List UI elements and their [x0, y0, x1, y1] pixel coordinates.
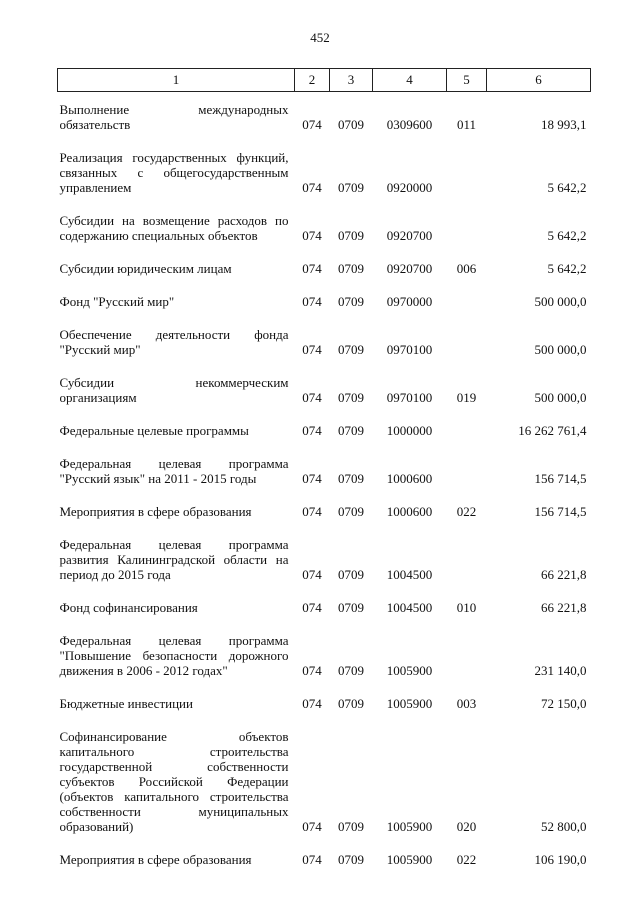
- table-row: [58, 504, 591, 519]
- row-spacer-cell: [58, 357, 591, 375]
- row-spacer: [58, 195, 591, 213]
- row-code-3: 0709: [338, 504, 364, 519]
- row-code-5: [447, 327, 487, 357]
- page-number: 452: [310, 30, 330, 45]
- row-spacer-cell: [58, 195, 591, 213]
- row-code-2: 074: [302, 342, 322, 357]
- row-spacer: [58, 438, 591, 456]
- row-code-5: 006: [456, 261, 477, 276]
- row-code-2: 074: [302, 261, 322, 276]
- row-name: Софинансирование объектов капитального строительства государственной собственности субъектов Российской Федерации (объектов капитального строительства собственности муниципальных образований): [59, 729, 289, 834]
- table-row: [58, 423, 591, 438]
- row-code-3: 0709: [338, 390, 364, 405]
- row-code-5: [447, 456, 487, 486]
- row-code-4: 0309600: [386, 117, 433, 132]
- row-amount: 18 993,1: [541, 117, 587, 132]
- row-code-4: 1000000: [386, 423, 433, 438]
- row-code-3: 0709: [338, 117, 364, 132]
- row-code-4: 0970100: [386, 342, 433, 357]
- row-code-5: 011: [456, 117, 477, 132]
- row-code-4: 0970000: [386, 294, 433, 309]
- row-name: Федеральная целевая программа "Русский язык" на 2011 - 2015 годы: [59, 456, 289, 486]
- row-spacer: [58, 405, 591, 423]
- table-row: [58, 696, 591, 711]
- row-amount: 52 800,0: [541, 819, 587, 834]
- row-amount: 72 150,0: [541, 696, 587, 711]
- row-code-5: 022: [456, 852, 477, 867]
- row-spacer-cell: [58, 582, 591, 600]
- row-name: Реализация государственных функций, связанных с общегосударственным управлением: [59, 150, 289, 195]
- row-code-3: 0709: [338, 852, 364, 867]
- row-name: Мероприятия в сфере образования: [59, 852, 252, 867]
- row-spacer: [58, 132, 591, 150]
- header-col-4: 4: [373, 69, 447, 92]
- row-code-3: 0709: [338, 696, 364, 711]
- table-row: [58, 852, 591, 867]
- row-code-4: 1005900: [386, 696, 433, 711]
- row-code-3: 0709: [338, 342, 364, 357]
- table-row: [58, 537, 591, 582]
- header-col-5: 5: [447, 69, 487, 92]
- row-name: Мероприятия в сфере образования: [59, 504, 252, 519]
- row-amount: 5 642,2: [547, 180, 587, 195]
- row-name: Субсидии некоммерческим организациям: [59, 375, 289, 405]
- row-name: Фонд софинансирования: [59, 600, 198, 615]
- row-code-5: 019: [456, 390, 477, 405]
- row-spacer: [58, 486, 591, 504]
- row-amount: 66 221,8: [541, 600, 587, 615]
- row-spacer-cell: [58, 519, 591, 537]
- row-code-2: 074: [302, 819, 322, 834]
- row-code-2: 074: [302, 567, 322, 582]
- row-amount: 5 642,2: [547, 261, 587, 276]
- row-name: Субсидии на возмещение расходов по содержанию специальных объектов: [59, 213, 289, 243]
- table-row: [58, 600, 591, 615]
- row-code-2: 074: [302, 228, 322, 243]
- row-code-2: 074: [302, 696, 322, 711]
- row-code-5: 003: [456, 696, 477, 711]
- row-code-3: 0709: [338, 228, 364, 243]
- row-code-4: 0920700: [386, 228, 433, 243]
- row-amount: 500 000,0: [534, 390, 587, 405]
- row-code-5: 010: [456, 600, 477, 615]
- row-code-5: 022: [456, 504, 477, 519]
- row-code-3: 0709: [338, 663, 364, 678]
- header-col-6: 6: [487, 69, 591, 92]
- row-spacer-cell: [58, 834, 591, 852]
- row-code-4: 0920000: [386, 180, 433, 195]
- table-row: [58, 327, 591, 357]
- row-code-3: 0709: [338, 294, 364, 309]
- row-name: Обеспечение деятельности фонда "Русский мир": [59, 327, 289, 357]
- row-code-2: 074: [302, 180, 322, 195]
- row-spacer: [58, 711, 591, 729]
- row-amount: 66 221,8: [541, 567, 587, 582]
- row-code-4: 1000600: [386, 471, 433, 486]
- row-spacer: [58, 357, 591, 375]
- row-amount: 156 714,5: [534, 504, 587, 519]
- row-code-5: [447, 294, 487, 309]
- row-amount: 5 642,2: [547, 228, 587, 243]
- row-amount: 500 000,0: [534, 342, 587, 357]
- row-code-3: 0709: [338, 180, 364, 195]
- row-code-3: 0709: [338, 567, 364, 582]
- table-row: [58, 633, 591, 678]
- table-header: [58, 69, 591, 92]
- row-code-3: 0709: [338, 261, 364, 276]
- row-spacer: [58, 309, 591, 327]
- row-spacer-cell: [58, 711, 591, 729]
- row-amount: 16 262 761,4: [518, 423, 587, 438]
- row-spacer-cell: [58, 615, 591, 633]
- row-spacer-cell: [58, 438, 591, 456]
- header-col-3: 3: [330, 69, 373, 92]
- row-code-2: 074: [302, 504, 322, 519]
- row-code-2: 074: [302, 294, 322, 309]
- row-code-2: 074: [302, 423, 322, 438]
- row-spacer: [58, 243, 591, 261]
- row-spacer-cell: [58, 405, 591, 423]
- row-spacer: [58, 834, 591, 852]
- row-code-5: [447, 150, 487, 195]
- row-spacer-cell: [58, 92, 591, 103]
- row-code-2: 074: [302, 471, 322, 486]
- row-name: Бюджетные инвестиции: [59, 696, 193, 711]
- row-code-2: 074: [302, 663, 322, 678]
- row-spacer: [58, 582, 591, 600]
- row-code-5: 020: [456, 819, 477, 834]
- row-code-3: 0709: [338, 600, 364, 615]
- row-name: Субсидии юридическим лицам: [59, 261, 232, 276]
- row-code-5: [447, 423, 487, 438]
- row-code-4: 0970100: [386, 390, 433, 405]
- row-code-4: 1000600: [386, 504, 433, 519]
- table-body: [58, 92, 591, 868]
- header-col-1: 1: [58, 69, 295, 92]
- row-code-3: 0709: [338, 819, 364, 834]
- row-spacer: [58, 92, 591, 103]
- budget-table: [57, 68, 591, 867]
- table-row: [58, 150, 591, 195]
- table-row: [58, 102, 591, 132]
- row-code-4: 0920700: [386, 261, 433, 276]
- row-name: Федеральная целевая программа развития Калининградской области на период до 2015 года: [59, 537, 289, 582]
- table-row: [58, 729, 591, 834]
- row-spacer: [58, 519, 591, 537]
- row-code-5: [447, 537, 487, 582]
- row-name: Федеральная целевая программа "Повышение безопасности дорожного движения в 2006 - 2012 годах": [59, 633, 289, 678]
- row-amount: 106 190,0: [534, 852, 587, 867]
- row-spacer-cell: [58, 486, 591, 504]
- table-row: [58, 375, 591, 405]
- table-row: [58, 261, 591, 276]
- row-code-3: 0709: [338, 423, 364, 438]
- row-code-2: 074: [302, 117, 322, 132]
- row-spacer-cell: [58, 276, 591, 294]
- row-code-2: 074: [302, 390, 322, 405]
- row-code-4: 1004500: [386, 567, 433, 582]
- row-spacer: [58, 678, 591, 696]
- row-code-2: 074: [302, 852, 322, 867]
- row-amount: 500 000,0: [534, 294, 587, 309]
- row-code-4: 1005900: [386, 852, 433, 867]
- row-code-5: [447, 213, 487, 243]
- row-spacer-cell: [58, 132, 591, 150]
- row-code-3: 0709: [338, 471, 364, 486]
- row-spacer-cell: [58, 243, 591, 261]
- row-spacer-cell: [58, 309, 591, 327]
- row-code-4: 1005900: [386, 819, 433, 834]
- row-code-5: [447, 633, 487, 678]
- row-code-4: 1005900: [386, 663, 433, 678]
- row-name: Выполнение международных обязательств: [59, 102, 289, 132]
- row-spacer: [58, 615, 591, 633]
- table-row: [58, 294, 591, 309]
- table-row: [58, 213, 591, 243]
- table-row: [58, 456, 591, 486]
- row-code-2: 074: [302, 600, 322, 615]
- row-name: Федеральные целевые программы: [59, 423, 249, 438]
- row-amount: 231 140,0: [534, 663, 587, 678]
- row-code-4: 1004500: [386, 600, 433, 615]
- row-name: Фонд "Русский мир": [59, 294, 175, 309]
- row-amount: 156 714,5: [534, 471, 587, 486]
- header-col-2: 2: [295, 69, 330, 92]
- row-spacer-cell: [58, 678, 591, 696]
- row-spacer: [58, 276, 591, 294]
